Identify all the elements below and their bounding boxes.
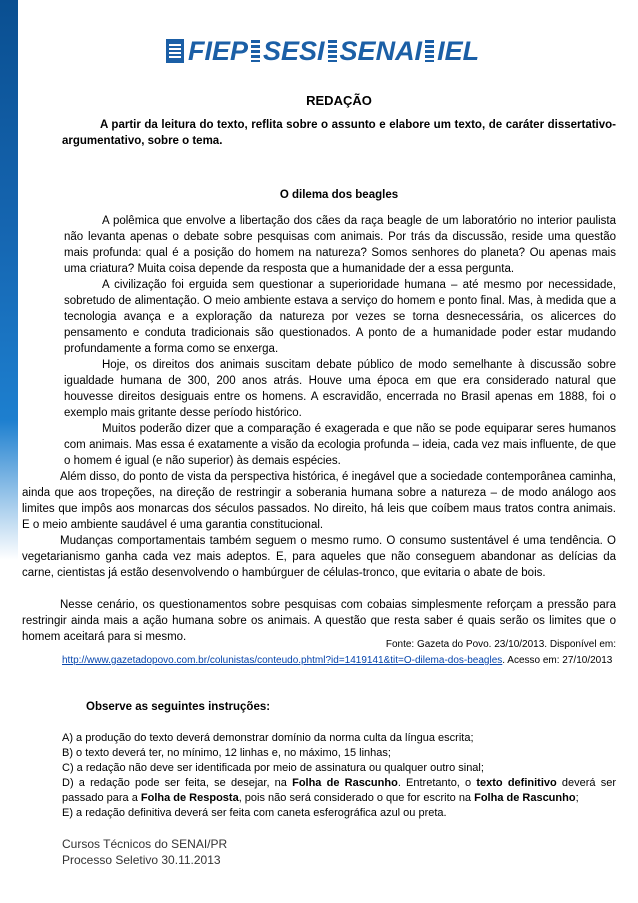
article-paragraph-4: Muitos poderão dizer que a comparação é exagerada e que não se pode equiparar seres humanos com animais. Mas essa é exatamente a visão da ecologia profunda – ideia, cada vez mais influente, de que o homem é igual (e não superior) às demais espécies. (64, 423, 616, 467)
article-paragraph-5: Além disso, do ponto de vista da perspectiva histórica, é inegável que a sociedade contemporânea caminha, ainda que aos tropeções, na direção de restringir a soberania humana sobre a natureza – de modo análogo aos limites que impôs aos monarcas dos séculos passados. No direito, há leis que coíbem maus tratos contra animais. E o meio ambiente saudável é uma garantia constitucional. (22, 471, 616, 531)
instruction-item-c: C) a redação não deve ser identificada por meio de assinatura ou qualquer outro sinal; (62, 762, 484, 774)
page-title-text: REDAÇÃO (306, 93, 372, 108)
essay-prompt: A partir da leitura do texto, reflita sobre o assunto e elabore um texto, de caráter dissertativo-argumentativo, sobre o tema. (62, 119, 616, 147)
instruction-d-part3: . Entretanto, o (397, 777, 477, 789)
article-title (0, 189, 638, 201)
instruction-d-part5: deverá ser passado para a (62, 777, 616, 804)
logo-word-sesi: SESI (263, 36, 325, 66)
logo-word-fiep: FIEP (188, 36, 249, 66)
page-title (0, 93, 638, 108)
page-footer (62, 836, 227, 868)
article-source: Fonte: Gazeta do Povo. 23/10/2013. Disponível em: (385, 639, 616, 650)
article-paragraph-2: A civilização foi erguida sem questionar a superioridade humana – até mesmo por necessidade, sobretudo de alimentação. O meio ambiente estava a serviço do homem e ponto final. Mas, à medida que a tecnologia avança e a exploração da natureza por vezes se torna desnecessária, os alicerces do pensamento e conduta tradicionais são questionados. A ponto de a humanidade poder estar mudando profundamente a forma como se enxerga. (64, 279, 616, 355)
instructions-list (62, 731, 616, 821)
logo-separator (425, 40, 434, 62)
decorative-side-bar (0, 0, 18, 560)
instruction-d-rascunho-2: Folha de Rascunho (474, 792, 576, 804)
article-paragraph-3: Hoje, os direitos dos animais suscitam debate público de modo semelhante à discussão sobre igualdade humana de 300, 200 anos atrás. Houve uma época em que era considerado natural que houvesse direitos desiguais entre os homens. A escravidão, encerrada no Brasil apenas em 1888, foi o exemplo mais gritante desse período histórico. (64, 359, 616, 419)
instruction-item-e: E) a redação definitiva deverá ser feita com caneta esferográfica azul ou preta. (62, 807, 447, 819)
article-url-link[interactable]: http://www.gazetadopovo.com.br/colunistas/conteudo.phtml?id=1419141&tit=O-dilema-dos-beagles (62, 655, 503, 666)
logo-word-senai: SENAI (339, 36, 423, 66)
access-date: . Acesso em: 27/10/2013 (502, 655, 613, 666)
instruction-item-b: B) o texto deverá ter, no mínimo, 12 linhas e, no máximo, 15 linhas; (62, 747, 391, 759)
article-paragraph-7: Nesse cenário, os questionamentos sobre pesquisas com cobaias simplesmente reforçam a pressão para restringir ainda mais a ação humana sobre os animais. A questão que resta saber é quais serão os limites que o homem aceitará para si mesmo. (22, 599, 616, 643)
instruction-d-texto-definitivo: texto definitivo (476, 777, 557, 789)
article-url-line (62, 655, 612, 666)
logo-word-iel: IEL (437, 36, 480, 66)
article-paragraph-6: Mudanças comportamentais também seguem o mesmo rumo. O consumo sustentável é uma tendência. O vegetarianismo ganha cada vez mais adeptos. E, para aqueles que não conseguem abandonar as delícias da carne, cientistas já estão desenvolvendo o hambúrguer de células-tronco, que evitaria o abate de bois. (22, 535, 616, 579)
instruction-d-part7: , pois não será considerado o que for escrito na (238, 792, 475, 804)
header-logo (166, 36, 479, 66)
instruction-item-a: A) a produção do texto deverá demonstrar domínio da norma culta da língua escrita; (62, 732, 474, 744)
instruction-d-part9: ; (575, 792, 579, 804)
instructions-heading: Observe as seguintes instruções: (86, 701, 271, 713)
instruction-item-d (62, 776, 616, 806)
instruction-d-part1: D) a redação pode ser feita, se desejar, na (62, 777, 293, 789)
article-title-text: O dilema dos beagles (279, 189, 399, 201)
logo-separator (251, 40, 260, 62)
fiep-mark-icon (166, 39, 184, 63)
instruction-d-rascunho: Folha de Rascunho (292, 777, 398, 789)
footer-process: Processo Seletivo 30.11.2013 (62, 853, 221, 867)
instruction-d-resposta: Folha de Resposta (140, 792, 239, 804)
article-paragraph-1: A polêmica que envolve a libertação dos cães da raça beagle de um laboratório no interior paulista não levanta apenas o debate sobre pesquisas com animais. Por trás da discussão, reside uma questão mais profunda: qual é a posição do homem na natureza? Somos senhores do planeta? Ou apenas mais uma criatura? Muita coisa depende da resposta que a humanidade der a essa pergunta. (64, 215, 616, 275)
logo-separator (328, 40, 337, 62)
footer-course: Cursos Técnicos do SENAI/PR (62, 837, 228, 851)
